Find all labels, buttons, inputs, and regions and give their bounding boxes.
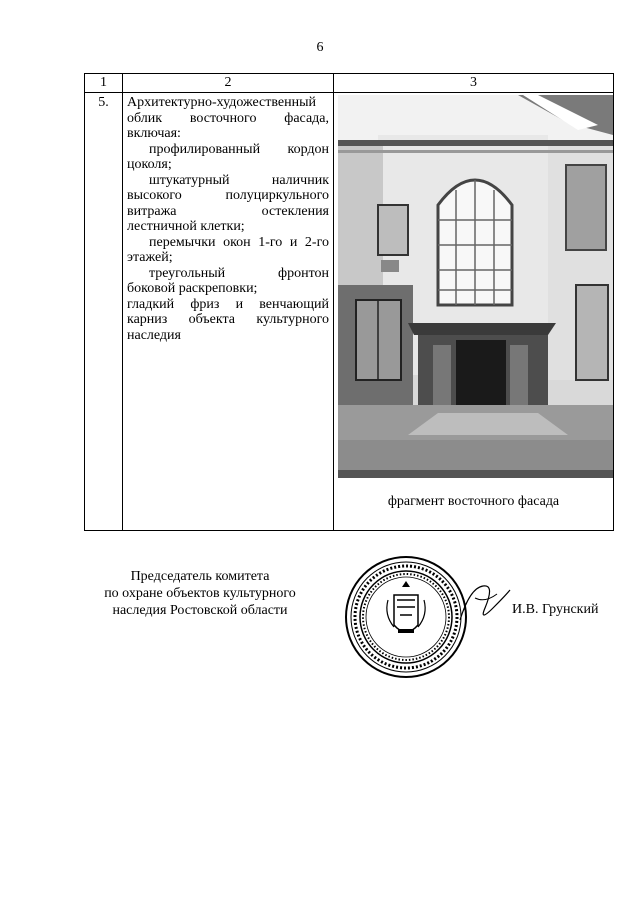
column-header-3: 3: [334, 74, 614, 93]
table-header-row: [85, 74, 614, 93]
desc-line: боковой раскреповки;: [127, 281, 258, 296]
desc-line: лестничной клетки;: [127, 219, 245, 234]
photo-cell: [334, 93, 614, 531]
signatory-name: И.В. Грунский: [512, 602, 599, 617]
objects-table: [84, 73, 614, 531]
desc-line: высокого полуциркульного: [127, 188, 329, 203]
desc-line: профилированный кордон: [149, 141, 329, 157]
handwritten-signature: [455, 578, 515, 628]
signatory-title: [70, 568, 330, 619]
desc-line: облик восточного фасада,: [127, 110, 329, 126]
desc-line: включая:: [127, 126, 181, 141]
desc-line: Архитектурно-художественный: [127, 95, 317, 110]
desc-line: наследия: [127, 327, 181, 343]
desc-line: этажей;: [127, 250, 173, 265]
column-header-1: 1: [85, 74, 123, 93]
desc-line: гладкий фриз и венчающий: [127, 296, 329, 312]
desc-line: штукатурный наличник: [149, 172, 329, 188]
facade-photo: [338, 95, 613, 478]
table-row: [85, 93, 614, 531]
desc-line: треугольный фронтон: [149, 265, 329, 281]
element-description: [123, 93, 334, 531]
signatory-title-line: Председатель комитета: [130, 569, 270, 584]
desc-line: цоколя;: [127, 157, 172, 172]
official-seal: [344, 555, 468, 679]
column-header-2: 2: [123, 74, 334, 93]
row-number: 5.: [85, 93, 123, 531]
page-number: 6: [316, 40, 324, 55]
desc-line: перемычки окон 1-го и 2-го: [149, 234, 329, 250]
signatory-title-line: наследия Ростовской области: [112, 603, 288, 618]
photo-caption: фрагмент восточного фасада: [387, 494, 560, 509]
desc-line: витража остекления: [127, 203, 329, 219]
signatory-title-line: по охране объектов культурного: [104, 586, 296, 601]
desc-line: карниз объекта культурного: [127, 312, 329, 327]
